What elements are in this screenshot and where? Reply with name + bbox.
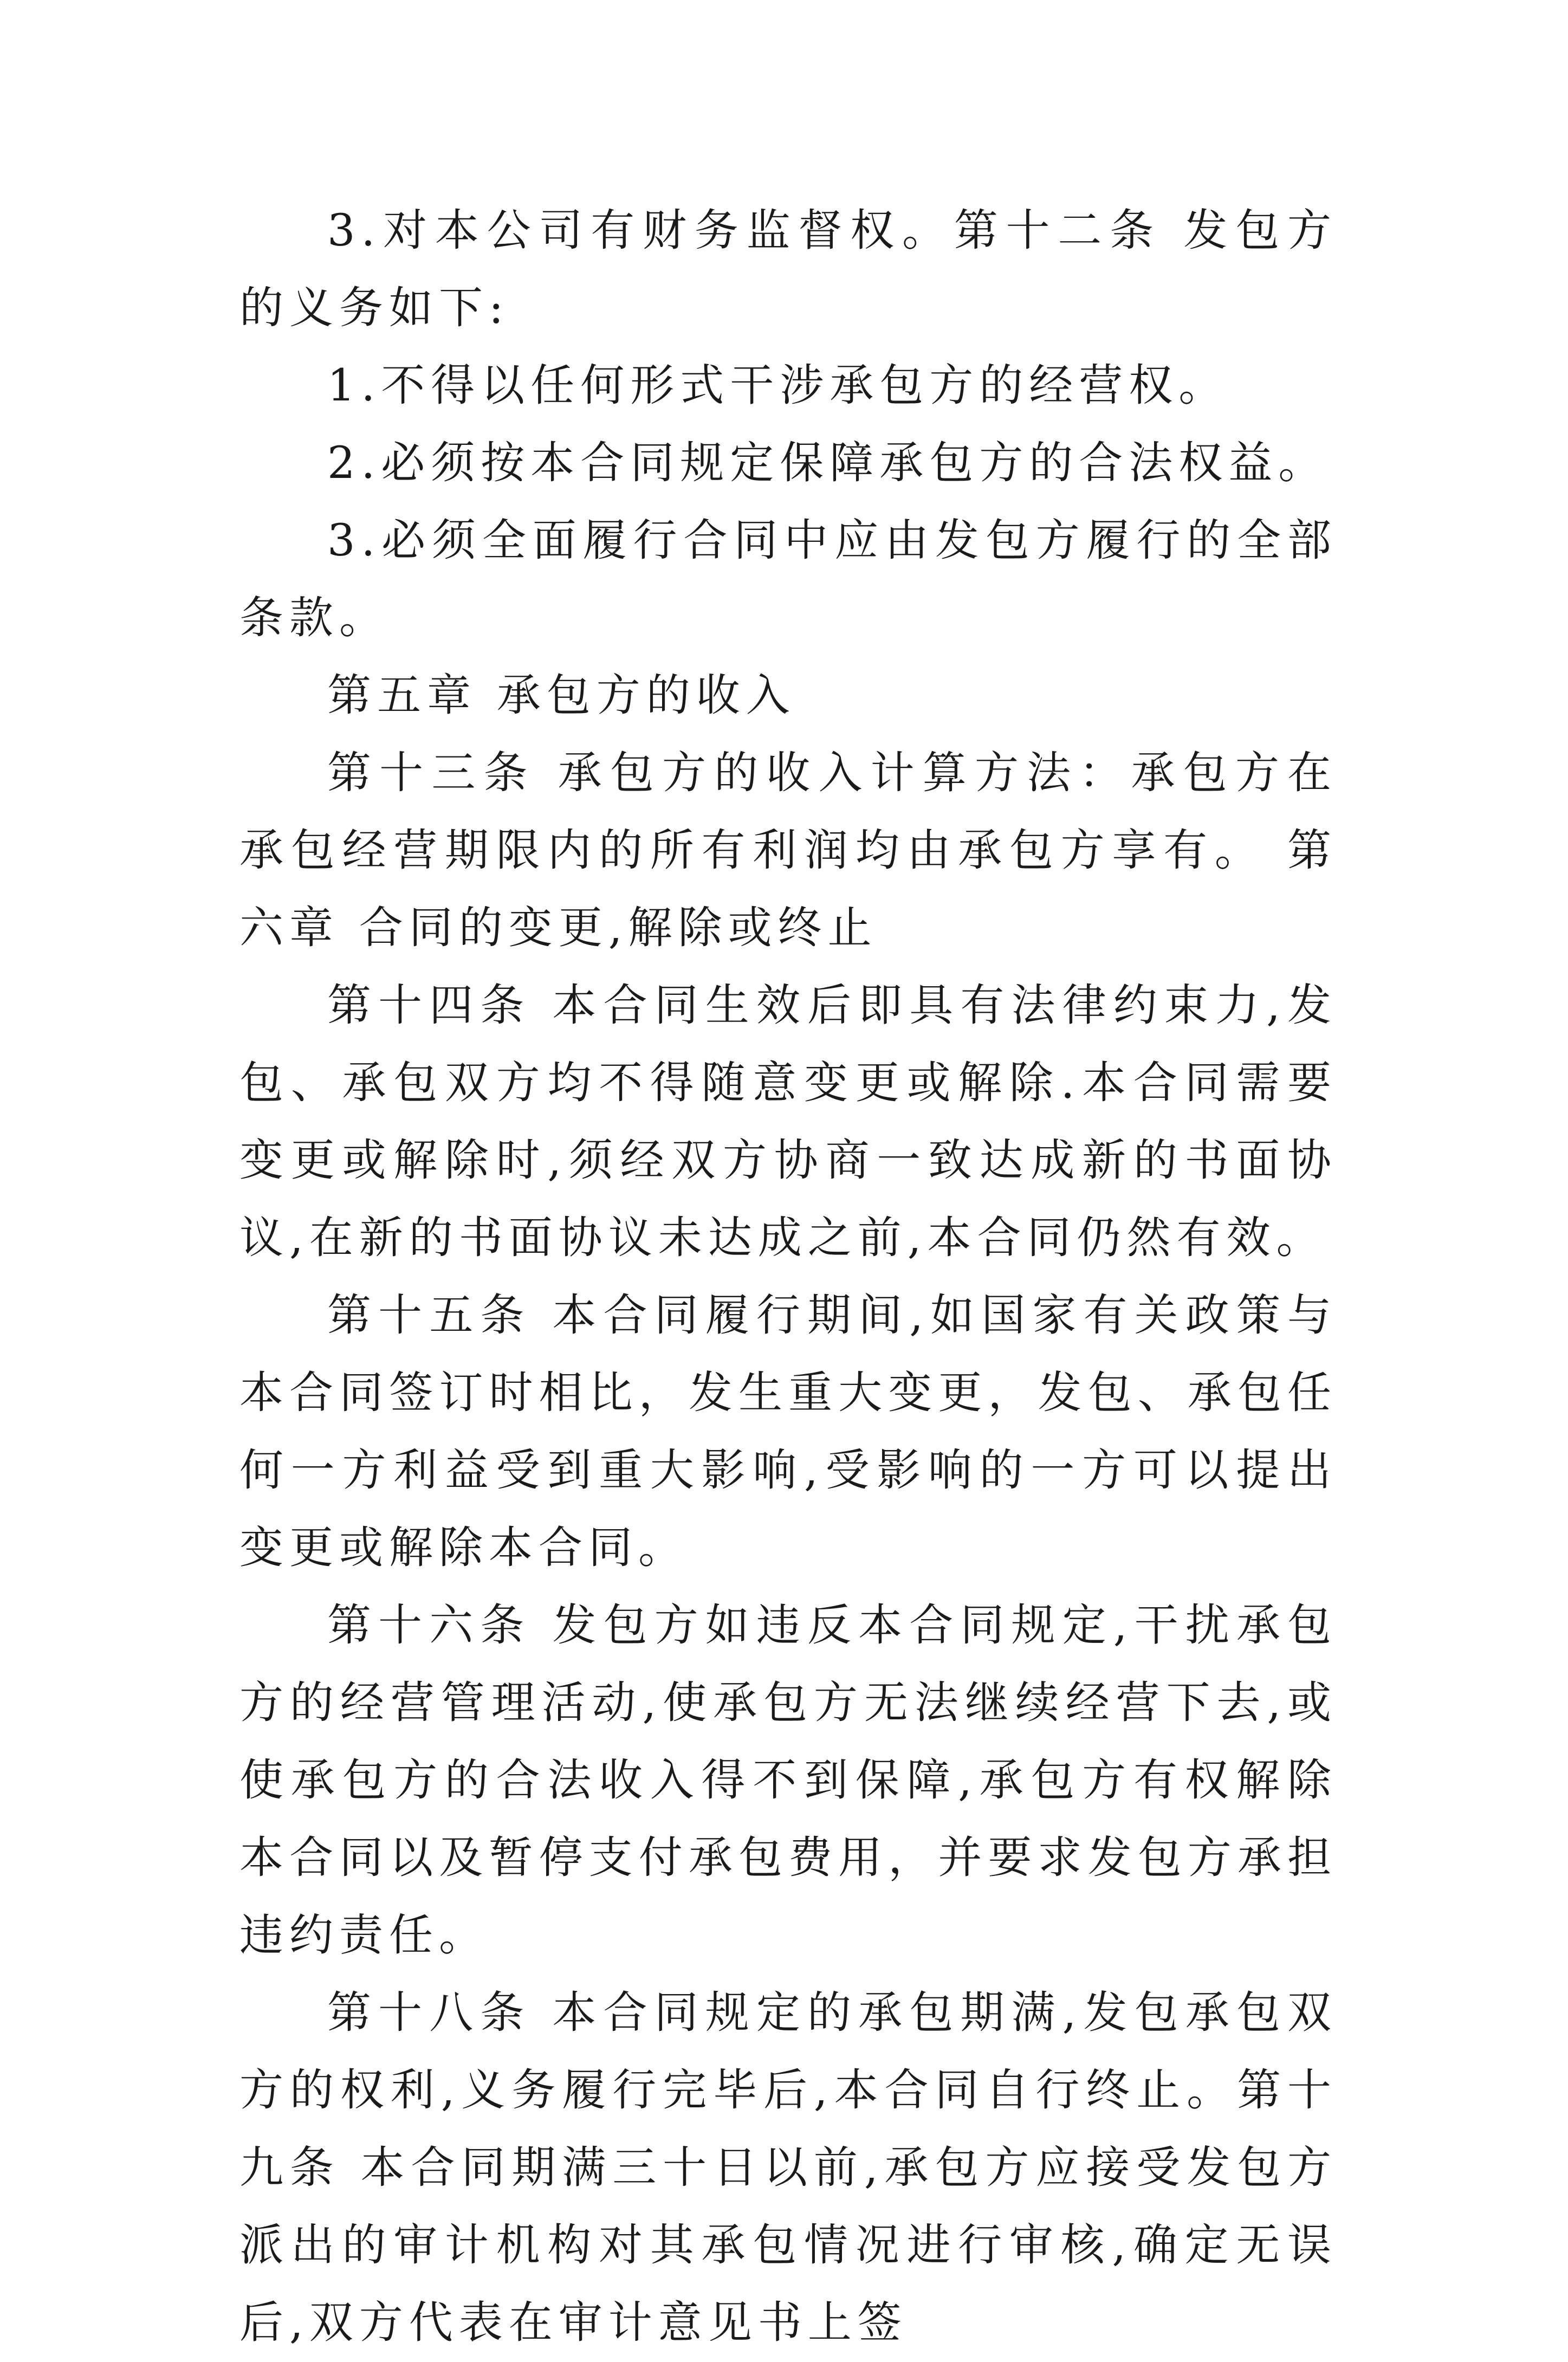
paragraph-obligation-1: 1.不得以任何形式干涉承包方的经营权。 <box>327 360 1229 411</box>
paragraph-article-14: 第十四条 本合同生效后即具有法律约束力,发包、承包双方均不得随意变更或解除.本合同需要变更或解除时,须经双方协商一致达成新的书面协议,在新的书面协议未达成之前,本合同仍然有效。 <box>239 980 1337 1264</box>
document-body <box>239 192 1337 2362</box>
paragraph-article-15: 第十五条 本合同履行期间,如国家有关政策与本合同签订时相比，发生重大变更，发包、承包任何一方利益受到重大影响,受影响的一方可以提出变更或解除本合同。 <box>239 1290 1337 1574</box>
chapter-heading-5: 第五章 承包方的收入 <box>327 670 796 721</box>
paragraph-article-13: 第十三条 承包方的收入计算方法：承包方在承包经营期限内的所有利润均由承包方享有。 第六章 合同的变更,解除或终止 <box>239 748 1337 954</box>
paragraph-financial-supervision: 3.对本公司有财务监督权。第十二条 发包方的义务如下: <box>239 205 1337 334</box>
paragraph-obligation-3: 3.必须全面履行合同中应由发包方履行的全部条款。 <box>239 515 1337 644</box>
paragraph-article-16: 第十六条 发包方如违反本合同规定,干扰承包方的经营管理活动,使承包方无法继续经营下去,或使承包方的合法收入得不到保障,承包方有权解除本合同以及暂停支付承包费用，并要求发包方承担违约责任。 <box>239 1600 1337 1961</box>
paragraph-obligation-2: 2.必须按本合同规定保障承包方的合法权益。 <box>327 438 1329 489</box>
paragraph-article-18: 第十八条 本合同规定的承包期满,发包承包双方的权利,义务履行完毕后,本合同自行终止。第十九条 本合同期满三十日以前,承包方应接受发包方派出的审计机构对其承包情况进行审核,确定无误后,双方代表在审计意见书上签 <box>239 1988 1337 2348</box>
